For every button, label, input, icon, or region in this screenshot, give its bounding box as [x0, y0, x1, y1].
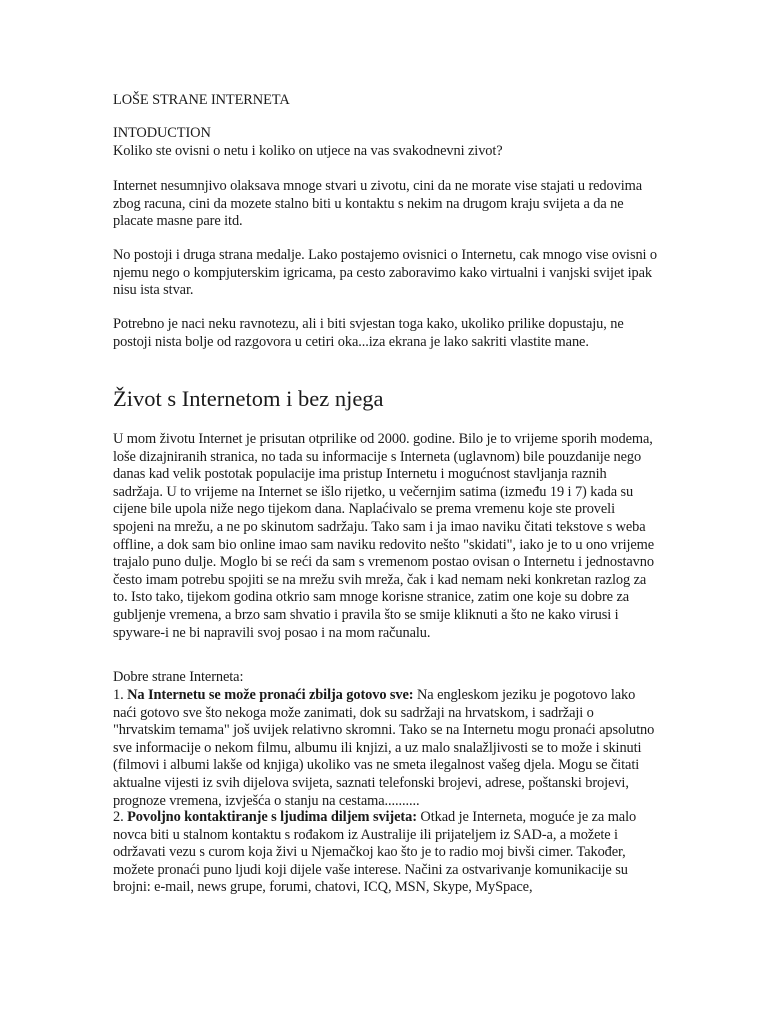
paragraph-1: Internet nesumnjivo olaksava mnoge stvari u zivotu, cini da ne morate vise stajati u redovima zbog racuna, cini da mozete stalno biti u kontaktu s nekim na drugom kraju svijeta a da ne placate masne pare itd.: [113, 178, 643, 230]
list-item-2-number: 2.: [113, 809, 124, 825]
list-item-1-text: Na engleskom jeziku je pogotovo lako naći gotovo sve što nekoga može zanimati, dok su sadržaji na hrvatskom, i sadržaji o "hrvatskim temama" još uvijek relativno skromni. Tako se na Internetu mogu pronaći apsolutno sve informacije o nekom filmu, albumu ili knjizi, a uz malo snalažljivosti se to može i skinuti (filmovi i albumi lakše od knjiga) ukoliko vas ne smeta ilegalnost vašeg djela. Mogu se čitati aktualne vijesti iz svih dijelova svijeta, saznati telefonski brojevi, adrese, poštanski brojevi, prognoze vremena, izvješća o stanju na cestama..........: [113, 687, 655, 809]
list-item-1-number: 1.: [113, 687, 124, 703]
document-title: LOŠE STRANE INTERNETA: [113, 92, 290, 108]
paragraph-2: No postoji i druga strana medalje. Lako postajemo ovisnici o Internetu, cak mnogo vise ovisni o njemu nego o kompjuterskim igricama, pa cesto zaboravimo kako virtualni i vanjski svijet ipak nisu ista stvar.: [113, 247, 658, 299]
list-item-2: [113, 809, 658, 897]
list-item-2-text: Otkad je Interneta, moguće je za malo novca biti u stalnom kontaktu s rođakom iz Australije ili prijateljem iz SAD-a, a možete i održavati vezu s curom koja živi u Njemačkoj kao što je to radio moj bivši cimer. Također, možete pronaći puno ljudi koji dijele vaše interese. Načini za ostvarivanje komunikacije su brojni: e-mail, news grupe, forumi, chatovi, ICQ, MSN, Skype, MySpace,: [113, 809, 637, 896]
intro-label: INTODUCTION: [113, 125, 211, 141]
section-heading: Život s Internetom i bez njega: [113, 386, 384, 411]
list-item-2-heading: Povoljno kontaktiranje s ljudima diljem svijeta:: [127, 809, 417, 825]
list-item-1-heading: Na Internetu se može pronaći zbilja gotovo sve:: [127, 687, 414, 703]
paragraph-3: Potrebno je naci neku ravnotezu, ali i biti svjestan toga kako, ukoliko prilike dopustaju, ne postoji nista bolje od razgovora u cetiri oka...iza ekrana je lako sakriti vlastite mane.: [113, 316, 624, 350]
intro-question: Koliko ste ovisni o netu i koliko on utjece na vas svakodnevni zivot?: [113, 143, 503, 159]
paragraph-4: U mom životu Internet je prisutan otprilike od 2000. godine. Bilo je to vrijeme sporih modema, loše dizajniranih stranica, no tada su informacije s Interneta (uglavnom) bile pouzdanije nego danas kad velik postotak populacije ima pristup Internetu i mogućnost stavljanja raznih sadržaja. U to vrijeme na Internet se išlo rijetko, u večernjim satima (između 19 i 7) kada su cijene bile upola niže nego tijekom dana. Naplaćivalo se prema vremenu koje ste proveli spojeni na mrežu, a ne po skinutom sadržaju. Tako sam i ja imao naviku čitati tekstove s weba offline, a dok sam bio online imao sam naviku redovito nešto "skidati", iako je to u ono vrijeme trajalo puno dulje. Moglo bi se reći da sam s vremenom postao ovisan o Internetu i jednostavno često imam potrebu spojiti se na mrežu svih mreža, čak i kad nemam neki konkretan razlog za to. Isto tako, tijekom godina otkrio sam mnoge korisne stranice, zatim one koje su dobre za gubljenje vremena, a brzo sam shvatio i pravila što se smije kliknuti a što ne kako virusi i spyware-i ne bi napravili svoj posao i na mom računalu.: [113, 431, 655, 641]
list-item-1: [113, 687, 658, 810]
good-sides-label: Dobre strane Interneta:: [113, 669, 244, 685]
